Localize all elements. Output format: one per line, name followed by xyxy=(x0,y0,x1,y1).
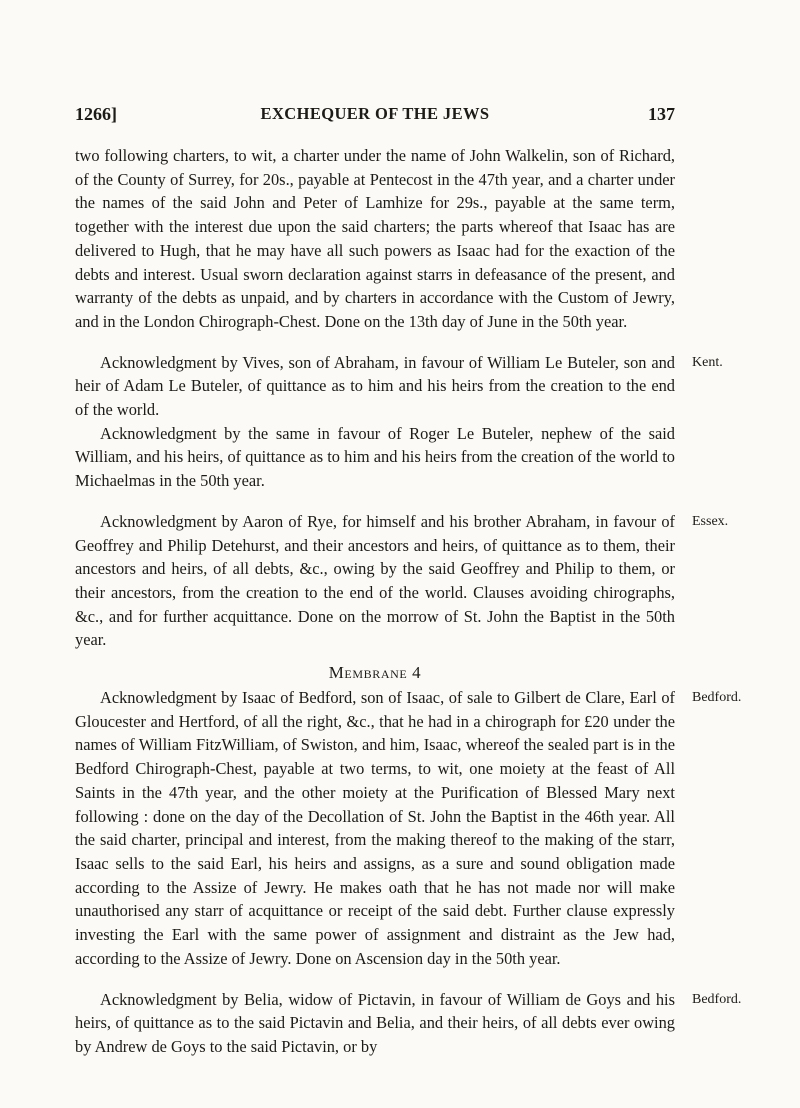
paragraph-vives-le-buteler xyxy=(75,351,723,422)
paragraph-text: Acknowledgment by Belia, widow of Pictavin, in favour of William de Goys and his heirs, of quittance as to the said Pictavin and Belia, and their heirs, of all debts ever owing by Andrew de Goys to the said Pictavin, or by xyxy=(75,989,675,1056)
paragraph-roger-le-buteler xyxy=(75,422,675,493)
year-bracket: 1266] xyxy=(75,104,117,124)
paragraph-text: Acknowledgment by Aaron of Rye, for himself and his brother Abraham, in favour of Geoffrey and Philip Detehurst, and their ancestors and heirs, of quittance as to them, their ancestors and heirs, of all debts, &c., owing by the said Geoffrey and Philip to them, or their ancestors, from the creation to the end of the world. Clauses avoiding chirographs, &c., and for further acquittance. Done on the morrow of St. John the Baptist in the 50th year. xyxy=(75,511,675,650)
paragraph-text: Acknowledgment by Isaac of Bedford, son of Isaac, of sale to Gilbert de Clare, Earl of Gloucester and Hertford, of all the right, &c., that he had in a chirograph for £20 under the names of William FitzWilliam, of Swiston, and him, Isaac, whereof the sealed part is in the Bedford Chirograph-Chest, payable at two terms, to wit, one moiety at the feast of All Saints in the 47th year, and the other moiety at the Purification of Blessed Mary next following : done on the day of the Decollation of St. John the Baptist in the 46th year. All the said charter, principal and interest, from the making thereof to the making of the starr, Isaac sells to the said Earl, his heirs and assigns, as a sure and sound obligation made according to the Assize of Jewry. He makes oath that he has not made nor will make unauthorised any starr of acquittance or receipt of the said debt. Further clause expressly investing the Earl with the same power of assignment and distraint as the Jew had, according to the Assize of Jewry. Done on Ascension day in the 50th year. xyxy=(75,688,675,968)
paragraph-text: Acknowledgment by Vives, son of Abraham, in favour of William Le Buteler, son and heir of Adam Le Buteler, of quittance as to him and his heirs from the creation to the end of the world. xyxy=(75,352,675,420)
margin-note-county: Kent. xyxy=(692,354,723,370)
paragraph-isaac-of-bedford xyxy=(75,686,742,970)
margin-note-county: Bedford. xyxy=(692,690,742,706)
paragraph-text: two following charters, to wit, a charter under the name of John Walkelin, son of Richard, of the County of Surrey, for 20s., payable at Pentecost in the 47th year, and a charter under the names of the said John and Peter of Lamhize for 29s., payable at the same term, together with the interest due upon the said charters; the parts whereof that Isaac has are delivered to Hugh, that he may have all such powers as Isaac had for the exaction of the debts and interest. Usual sworn declaration against starrs in defeasance of the present, and warranty of the debts as unpaid, and by charters in accordance with the Custom of Jewry, and in the London Chirograph-Chest. Done on the 13th day of June in the 50th year. xyxy=(75,146,675,331)
section-heading: Membrane 4 xyxy=(328,663,422,683)
running-title: EXCHEQUER OF THE JEWS xyxy=(260,104,490,123)
paragraph-text: Acknowledgment by the same in favour of Roger Le Buteler, nephew of the said William, and his heirs, of quittance as to him and his heirs from the creation of the world to Michaelmas in the 50th year. xyxy=(75,423,675,491)
page-number: 137 xyxy=(648,104,675,124)
margin-note-county: Bedford. xyxy=(692,991,742,1007)
paragraph-belia xyxy=(75,988,742,1059)
paragraph-continuation xyxy=(75,144,675,334)
margin-note-county: Essex. xyxy=(692,513,729,529)
body-text xyxy=(75,144,742,1059)
running-head xyxy=(75,104,675,126)
paragraph-aaron-of-rye xyxy=(75,510,729,652)
